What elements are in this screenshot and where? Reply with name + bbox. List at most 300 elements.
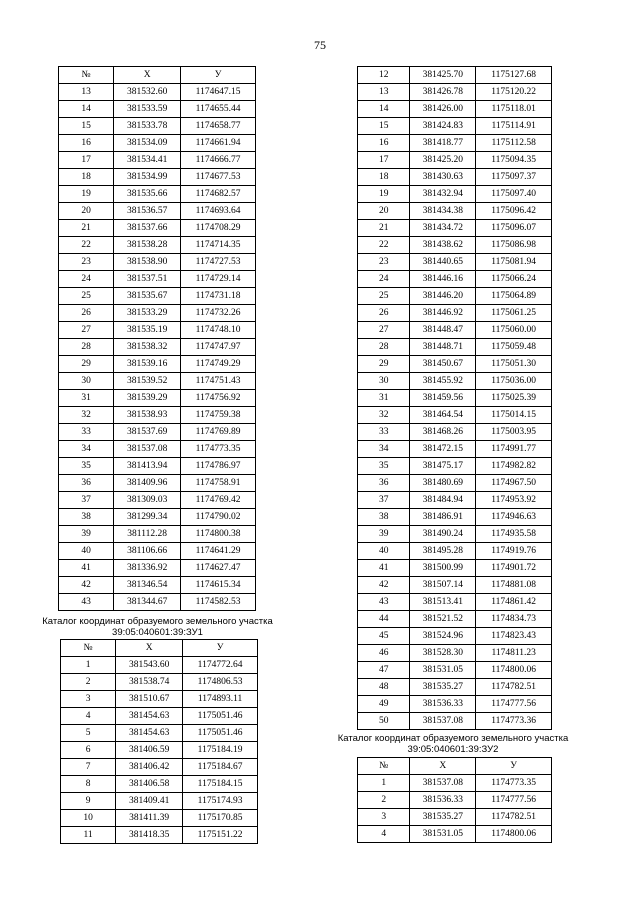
- x-coordinate-cell: 381537.51: [114, 271, 181, 288]
- y-coordinate-cell: 1174682.57: [181, 186, 256, 203]
- point-number-cell: 35: [59, 458, 114, 475]
- y-coordinate-cell: 1174773.35: [181, 441, 256, 458]
- table-row: [358, 441, 552, 458]
- x-coordinate-cell: 381535.66: [114, 186, 181, 203]
- catalog-caption-title: Каталог координат образуемого земельного участка: [42, 616, 273, 627]
- y-coordinate-cell: 1174773.36: [476, 713, 552, 730]
- y-coordinate-cell: 1174881.08: [476, 577, 552, 594]
- point-number-cell: 14: [358, 101, 410, 118]
- x-coordinate-cell: 381425.70: [410, 67, 476, 84]
- x-coordinate-cell: 381507.14: [410, 577, 476, 594]
- x-coordinate-cell: 381539.29: [114, 390, 181, 407]
- y-coordinate-cell: 1175061.25: [476, 305, 552, 322]
- table-row: [358, 169, 552, 186]
- table-row: [59, 305, 256, 322]
- y-coordinate-cell: 1174756.92: [181, 390, 256, 407]
- y-coordinate-cell: 1175059.48: [476, 339, 552, 356]
- table-row: [358, 356, 552, 373]
- x-coordinate-cell: 381409.96: [114, 475, 181, 492]
- y-coordinate-cell: 1174773.35: [476, 775, 552, 792]
- y-coordinate-cell: 1174661.94: [181, 135, 256, 152]
- y-coordinate-cell: 1174732.26: [181, 305, 256, 322]
- point-number-cell: 38: [358, 509, 410, 526]
- x-coordinate-cell: 381459.56: [410, 390, 476, 407]
- y-coordinate-cell: 1174777.56: [476, 792, 552, 809]
- y-coordinate-cell: 1175184.15: [183, 776, 258, 793]
- x-coordinate-cell: 381446.20: [410, 288, 476, 305]
- table-row: [358, 390, 552, 407]
- y-coordinate-cell: 1175060.00: [476, 322, 552, 339]
- y-coordinate-cell: 1175118.01: [476, 101, 552, 118]
- x-coordinate-cell: 381490.24: [410, 526, 476, 543]
- x-coordinate-cell: 381500.99: [410, 560, 476, 577]
- table-row: [358, 322, 552, 339]
- catalog-caption-cadastral-number: 39:05:040601:39:ЗУ2: [407, 744, 499, 755]
- x-coordinate-cell: 381534.41: [114, 152, 181, 169]
- table-header-row: [358, 758, 552, 775]
- y-coordinate-cell: 1175184.19: [183, 742, 258, 759]
- point-number-cell: 26: [59, 305, 114, 322]
- table-row: [358, 237, 552, 254]
- table-row: [59, 152, 256, 169]
- table-row: [59, 237, 256, 254]
- y-coordinate-cell: 1174790.02: [181, 509, 256, 526]
- table-row: [358, 84, 552, 101]
- point-number-cell: 21: [59, 220, 114, 237]
- y-coordinate-cell: 1174714.35: [181, 237, 256, 254]
- y-coordinate-cell: 1174729.14: [181, 271, 256, 288]
- x-coordinate-cell: 381472.15: [410, 441, 476, 458]
- x-coordinate-cell: 381450.67: [410, 356, 476, 373]
- x-coordinate-cell: 381513.41: [410, 594, 476, 611]
- point-number-cell: 41: [358, 560, 410, 577]
- table-row: [358, 792, 552, 809]
- table-row: [61, 759, 258, 776]
- point-number-cell: 7: [61, 759, 116, 776]
- x-coordinate-cell: 381454.63: [116, 708, 183, 725]
- table-row: [358, 492, 552, 509]
- coordinate-table-zu2: [357, 757, 552, 843]
- table-row: [59, 407, 256, 424]
- table-row: [59, 339, 256, 356]
- table-row: [59, 509, 256, 526]
- point-number-cell: 6: [61, 742, 116, 759]
- point-number-cell: 21: [358, 220, 410, 237]
- y-coordinate-cell: 1174693.64: [181, 203, 256, 220]
- table-row: [59, 475, 256, 492]
- table-row: [358, 509, 552, 526]
- point-number-cell: 8: [61, 776, 116, 793]
- point-number-cell: 40: [59, 543, 114, 560]
- table-row: [358, 271, 552, 288]
- y-coordinate-cell: 1174991.77: [476, 441, 552, 458]
- point-number-cell: 10: [61, 810, 116, 827]
- x-coordinate-cell: 381533.78: [114, 118, 181, 135]
- y-coordinate-cell: 1174982.82: [476, 458, 552, 475]
- table-row: [358, 305, 552, 322]
- header-x: Х: [114, 67, 181, 84]
- catalog-caption-zu2: [328, 733, 578, 755]
- x-coordinate-cell: 381426.78: [410, 84, 476, 101]
- y-coordinate-cell: 1175170.85: [183, 810, 258, 827]
- table-row: [61, 810, 258, 827]
- y-coordinate-cell: 1174919.76: [476, 543, 552, 560]
- y-coordinate-cell: 1174953.92: [476, 492, 552, 509]
- table-row: [59, 101, 256, 118]
- table-row: [59, 441, 256, 458]
- y-coordinate-cell: 1174647.15: [181, 84, 256, 101]
- table-row: [59, 203, 256, 220]
- table-row: [358, 67, 552, 84]
- y-coordinate-cell: 1175025.39: [476, 390, 552, 407]
- y-coordinate-cell: 1174731.18: [181, 288, 256, 305]
- x-coordinate-cell: 381424.83: [410, 118, 476, 135]
- y-coordinate-cell: 1174769.89: [181, 424, 256, 441]
- x-coordinate-cell: 381532.60: [114, 84, 181, 101]
- point-number-cell: 14: [59, 101, 114, 118]
- y-coordinate-cell: 1175036.00: [476, 373, 552, 390]
- table-row: [59, 271, 256, 288]
- x-coordinate-cell: 381411.39: [116, 810, 183, 827]
- x-coordinate-cell: 381533.59: [114, 101, 181, 118]
- y-coordinate-cell: 1174861.42: [476, 594, 552, 611]
- table-row: [358, 118, 552, 135]
- y-coordinate-cell: 1174655.44: [181, 101, 256, 118]
- table-row: [59, 322, 256, 339]
- table-row: [61, 742, 258, 759]
- point-number-cell: 5: [61, 725, 116, 742]
- point-number-cell: 1: [61, 657, 116, 674]
- x-coordinate-cell: 381538.74: [116, 674, 183, 691]
- x-coordinate-cell: 381543.60: [116, 657, 183, 674]
- point-number-cell: 13: [59, 84, 114, 101]
- y-coordinate-cell: 1175174.93: [183, 793, 258, 810]
- point-number-cell: 25: [59, 288, 114, 305]
- table-row: [358, 577, 552, 594]
- x-coordinate-cell: 381346.54: [114, 577, 181, 594]
- y-coordinate-cell: 1175066.24: [476, 271, 552, 288]
- y-coordinate-cell: 1175097.37: [476, 169, 552, 186]
- y-coordinate-cell: 1175081.94: [476, 254, 552, 271]
- y-coordinate-cell: 1174935.58: [476, 526, 552, 543]
- y-coordinate-cell: 1175094.35: [476, 152, 552, 169]
- x-coordinate-cell: 381535.19: [114, 322, 181, 339]
- table-row: [358, 713, 552, 730]
- x-coordinate-cell: 381538.28: [114, 237, 181, 254]
- y-coordinate-cell: 1174800.38: [181, 526, 256, 543]
- y-coordinate-cell: 1175184.67: [183, 759, 258, 776]
- table-row: [59, 492, 256, 509]
- point-number-cell: 34: [59, 441, 114, 458]
- point-number-cell: 20: [358, 203, 410, 220]
- table-row: [59, 560, 256, 577]
- table-row: [59, 577, 256, 594]
- y-coordinate-cell: 1175003.95: [476, 424, 552, 441]
- point-number-cell: 22: [59, 237, 114, 254]
- x-coordinate-cell: 381535.27: [410, 809, 476, 826]
- x-coordinate-cell: 381406.42: [116, 759, 183, 776]
- x-coordinate-cell: 381539.52: [114, 373, 181, 390]
- y-coordinate-cell: 1174747.97: [181, 339, 256, 356]
- table-row: [59, 254, 256, 271]
- point-number-cell: 13: [358, 84, 410, 101]
- point-number-cell: 20: [59, 203, 114, 220]
- y-coordinate-cell: 1174823.43: [476, 628, 552, 645]
- x-coordinate-cell: 381480.69: [410, 475, 476, 492]
- x-coordinate-cell: 381538.90: [114, 254, 181, 271]
- table-row: [61, 793, 258, 810]
- point-number-cell: 23: [59, 254, 114, 271]
- y-coordinate-cell: 1175014.15: [476, 407, 552, 424]
- table-row: [358, 220, 552, 237]
- x-coordinate-cell: 381406.58: [116, 776, 183, 793]
- point-number-cell: 17: [59, 152, 114, 169]
- x-coordinate-cell: 381446.16: [410, 271, 476, 288]
- x-coordinate-cell: 381535.67: [114, 288, 181, 305]
- x-coordinate-cell: 381438.62: [410, 237, 476, 254]
- x-coordinate-cell: 381112.28: [114, 526, 181, 543]
- y-coordinate-cell: 1174769.42: [181, 492, 256, 509]
- point-number-cell: 26: [358, 305, 410, 322]
- x-coordinate-cell: 381299.34: [114, 509, 181, 526]
- x-coordinate-cell: 381309.03: [114, 492, 181, 509]
- point-number-cell: 23: [358, 254, 410, 271]
- x-coordinate-cell: 381535.27: [410, 679, 476, 696]
- point-number-cell: 29: [358, 356, 410, 373]
- y-coordinate-cell: 1174901.72: [476, 560, 552, 577]
- table-row: [59, 220, 256, 237]
- table-row: [59, 424, 256, 441]
- table-row: [358, 407, 552, 424]
- table-row: [358, 628, 552, 645]
- x-coordinate-cell: 381537.08: [114, 441, 181, 458]
- point-number-cell: 24: [358, 271, 410, 288]
- y-coordinate-cell: 1174582.53: [181, 594, 256, 611]
- table-row: [59, 390, 256, 407]
- y-coordinate-cell: 1174806.53: [183, 674, 258, 691]
- x-coordinate-cell: 381539.16: [114, 356, 181, 373]
- header-x: Х: [410, 758, 476, 775]
- table-row: [61, 827, 258, 844]
- point-number-cell: 12: [358, 67, 410, 84]
- point-number-cell: 45: [358, 628, 410, 645]
- table-row: [59, 458, 256, 475]
- table-row: [358, 696, 552, 713]
- x-coordinate-cell: 381434.72: [410, 220, 476, 237]
- x-coordinate-cell: 381430.63: [410, 169, 476, 186]
- x-coordinate-cell: 381413.94: [114, 458, 181, 475]
- x-coordinate-cell: 381537.66: [114, 220, 181, 237]
- header-y: У: [183, 640, 258, 657]
- table-row: [61, 657, 258, 674]
- y-coordinate-cell: 1175064.89: [476, 288, 552, 305]
- point-number-cell: 28: [358, 339, 410, 356]
- point-number-cell: 43: [358, 594, 410, 611]
- point-number-cell: 42: [358, 577, 410, 594]
- point-number-cell: 37: [358, 492, 410, 509]
- point-number-cell: 4: [61, 708, 116, 725]
- table-row: [358, 254, 552, 271]
- coordinate-table-continuation-left: [58, 66, 256, 611]
- x-coordinate-cell: 381521.52: [410, 611, 476, 628]
- y-coordinate-cell: 1174800.06: [476, 662, 552, 679]
- table-row: [61, 691, 258, 708]
- y-coordinate-cell: 1174641.29: [181, 543, 256, 560]
- y-coordinate-cell: 1174893.11: [183, 691, 258, 708]
- catalog-caption-title: Каталог координат образуемого земельного участка: [337, 733, 569, 744]
- y-coordinate-cell: 1174759.38: [181, 407, 256, 424]
- y-coordinate-cell: 1174627.47: [181, 560, 256, 577]
- x-coordinate-cell: 381432.94: [410, 186, 476, 203]
- x-coordinate-cell: 381448.71: [410, 339, 476, 356]
- x-coordinate-cell: 381454.63: [116, 725, 183, 742]
- point-number-cell: 28: [59, 339, 114, 356]
- x-coordinate-cell: 381336.92: [114, 560, 181, 577]
- header-y: У: [181, 67, 256, 84]
- x-coordinate-cell: 381537.08: [410, 713, 476, 730]
- y-coordinate-cell: 1174749.29: [181, 356, 256, 373]
- point-number-cell: 39: [358, 526, 410, 543]
- table-row: [358, 775, 552, 792]
- x-coordinate-cell: 381344.67: [114, 594, 181, 611]
- x-coordinate-cell: 381536.33: [410, 792, 476, 809]
- x-coordinate-cell: 381486.91: [410, 509, 476, 526]
- y-coordinate-cell: 1175086.98: [476, 237, 552, 254]
- y-coordinate-cell: 1174800.06: [476, 826, 552, 843]
- point-number-cell: 31: [59, 390, 114, 407]
- point-number-cell: 32: [59, 407, 114, 424]
- point-number-cell: 29: [59, 356, 114, 373]
- x-coordinate-cell: 381418.35: [116, 827, 183, 844]
- point-number-cell: 43: [59, 594, 114, 611]
- table-row: [358, 424, 552, 441]
- point-number-cell: 15: [358, 118, 410, 135]
- x-coordinate-cell: 381455.92: [410, 373, 476, 390]
- point-number-cell: 30: [59, 373, 114, 390]
- point-number-cell: 46: [358, 645, 410, 662]
- point-number-cell: 39: [59, 526, 114, 543]
- point-number-cell: 41: [59, 560, 114, 577]
- x-coordinate-cell: 381533.29: [114, 305, 181, 322]
- x-coordinate-cell: 381426.00: [410, 101, 476, 118]
- y-coordinate-cell: 1174677.53: [181, 169, 256, 186]
- x-coordinate-cell: 381425.20: [410, 152, 476, 169]
- table-row: [59, 526, 256, 543]
- x-coordinate-cell: 381475.17: [410, 458, 476, 475]
- table-row: [358, 560, 552, 577]
- table-row: [358, 526, 552, 543]
- header-x: Х: [116, 640, 183, 657]
- x-coordinate-cell: 381531.05: [410, 662, 476, 679]
- table-row: [61, 674, 258, 691]
- y-coordinate-cell: 1175051.46: [183, 725, 258, 742]
- table-header-row: [61, 640, 258, 657]
- y-coordinate-cell: 1174834.73: [476, 611, 552, 628]
- x-coordinate-cell: 381538.32: [114, 339, 181, 356]
- catalog-caption-zu1: [30, 616, 285, 638]
- point-number-cell: 48: [358, 679, 410, 696]
- y-coordinate-cell: 1174658.77: [181, 118, 256, 135]
- y-coordinate-cell: 1175051.46: [183, 708, 258, 725]
- point-number-cell: 50: [358, 713, 410, 730]
- y-coordinate-cell: 1175112.58: [476, 135, 552, 152]
- point-number-cell: 2: [358, 792, 410, 809]
- x-coordinate-cell: 381464.54: [410, 407, 476, 424]
- y-coordinate-cell: 1175120.22: [476, 84, 552, 101]
- point-number-cell: 35: [358, 458, 410, 475]
- y-coordinate-cell: 1174751.43: [181, 373, 256, 390]
- table-row: [358, 186, 552, 203]
- table-row: [358, 101, 552, 118]
- y-coordinate-cell: 1175127.68: [476, 67, 552, 84]
- table-row: [59, 288, 256, 305]
- table-row: [59, 169, 256, 186]
- table-row: [358, 594, 552, 611]
- table-row: [59, 135, 256, 152]
- page-number: 75: [314, 38, 326, 52]
- point-number-cell: 3: [61, 691, 116, 708]
- x-coordinate-cell: 381468.26: [410, 424, 476, 441]
- x-coordinate-cell: 381448.47: [410, 322, 476, 339]
- table-row: [59, 543, 256, 560]
- header-y: У: [476, 758, 552, 775]
- table-row: [358, 475, 552, 492]
- y-coordinate-cell: 1174758.91: [181, 475, 256, 492]
- point-number-cell: 24: [59, 271, 114, 288]
- y-coordinate-cell: 1175151.22: [183, 827, 258, 844]
- point-number-cell: 16: [59, 135, 114, 152]
- point-number-cell: 18: [358, 169, 410, 186]
- header-number: №: [59, 67, 114, 84]
- x-coordinate-cell: 381536.57: [114, 203, 181, 220]
- x-coordinate-cell: 381106.66: [114, 543, 181, 560]
- table-row: [59, 84, 256, 101]
- table-row: [358, 339, 552, 356]
- x-coordinate-cell: 381510.67: [116, 691, 183, 708]
- x-coordinate-cell: 381534.09: [114, 135, 181, 152]
- point-number-cell: 30: [358, 373, 410, 390]
- point-number-cell: 17: [358, 152, 410, 169]
- table-row: [59, 356, 256, 373]
- y-coordinate-cell: 1174946.63: [476, 509, 552, 526]
- point-number-cell: 31: [358, 390, 410, 407]
- catalog-caption-cadastral-number: 39:05:040601:39:ЗУ1: [112, 627, 203, 638]
- x-coordinate-cell: 381418.77: [410, 135, 476, 152]
- x-coordinate-cell: 381534.99: [114, 169, 181, 186]
- point-number-cell: 15: [59, 118, 114, 135]
- point-number-cell: 27: [358, 322, 410, 339]
- table-row: [358, 679, 552, 696]
- y-coordinate-cell: 1174727.53: [181, 254, 256, 271]
- point-number-cell: 27: [59, 322, 114, 339]
- table-row: [358, 826, 552, 843]
- x-coordinate-cell: 381524.96: [410, 628, 476, 645]
- point-number-cell: 19: [59, 186, 114, 203]
- point-number-cell: 11: [61, 827, 116, 844]
- y-coordinate-cell: 1175114.91: [476, 118, 552, 135]
- point-number-cell: 1: [358, 775, 410, 792]
- y-coordinate-cell: 1175096.07: [476, 220, 552, 237]
- x-coordinate-cell: 381440.65: [410, 254, 476, 271]
- table-header-row: [59, 67, 256, 84]
- point-number-cell: 4: [358, 826, 410, 843]
- y-coordinate-cell: 1174782.51: [476, 809, 552, 826]
- table-row: [59, 118, 256, 135]
- table-row: [358, 809, 552, 826]
- y-coordinate-cell: 1175051.30: [476, 356, 552, 373]
- y-coordinate-cell: 1175097.40: [476, 186, 552, 203]
- point-number-cell: 22: [358, 237, 410, 254]
